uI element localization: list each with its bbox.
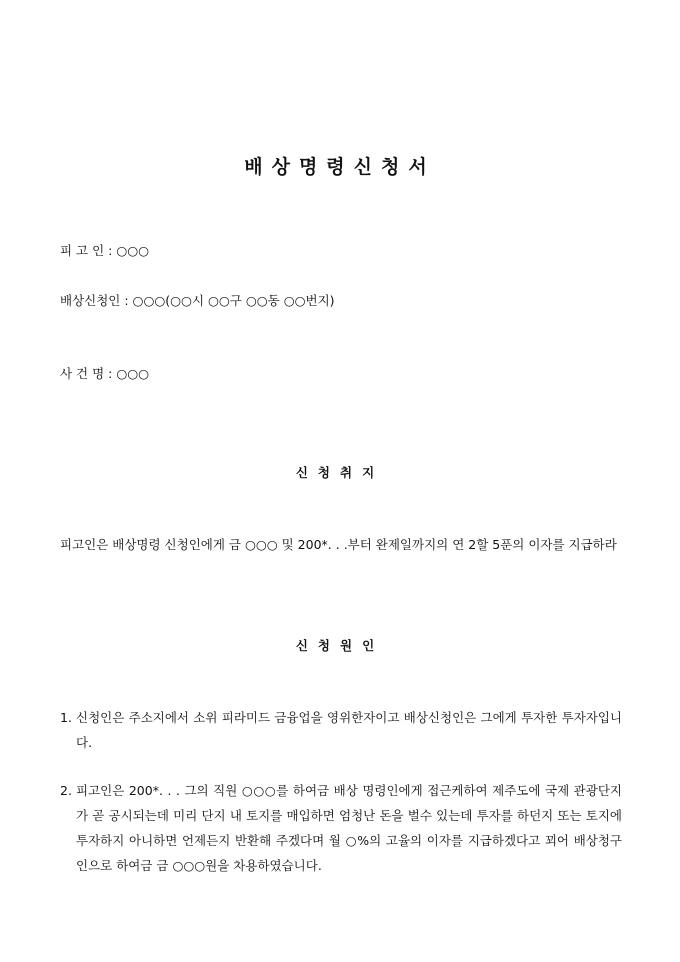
case-name-field: 사 건 명 : ○○○ bbox=[60, 366, 150, 381]
cause-text: 피고인은 200*. . . 그의 직원 ○○○를 하여금 배상 명령인에게 접근케하여 제주도에 국제 관광단지가 곧 공시되는데 미리 단지 내 토지를 매입하면 엄청난 돈을 벌수 있는데 투자를 하던지 또는 토지에 투자하지 아니하면 언제든지 반환해 주겠다며 월 ○%의 고율의 이자를 지급하겠다고 꾀어 배상청구인으로 하여금 금 ○○○원을 차용하였습니다. bbox=[76, 783, 622, 873]
cause-number: 2. bbox=[60, 783, 72, 798]
cause-heading: 신청원인 bbox=[295, 638, 385, 653]
defendant-field: 피 고 인 : ○○○ bbox=[60, 243, 150, 258]
purpose-heading: 신청취지 bbox=[295, 465, 385, 480]
cause-text: 신청인은 주소지에서 소위 피라미드 금융업을 영위한자이고 배상신청인은 그에게 투자한 투자자입니다. bbox=[76, 710, 622, 750]
document-title: 배상명령신청서 bbox=[244, 156, 436, 178]
purpose-text: 피고인은 배상명령 신청인에게 금 ○○○ 및 200*. . .부터 완제일까지의 연 2할 5푼의 이자를 지급하라 bbox=[60, 537, 617, 552]
applicant-field: 배상신청인 : ○○○(○○시 ○○구 ○○동 ○○번지) bbox=[60, 293, 335, 308]
cause-item bbox=[60, 705, 622, 755]
cause-number: 1. bbox=[60, 710, 72, 725]
cause-item bbox=[60, 778, 622, 878]
